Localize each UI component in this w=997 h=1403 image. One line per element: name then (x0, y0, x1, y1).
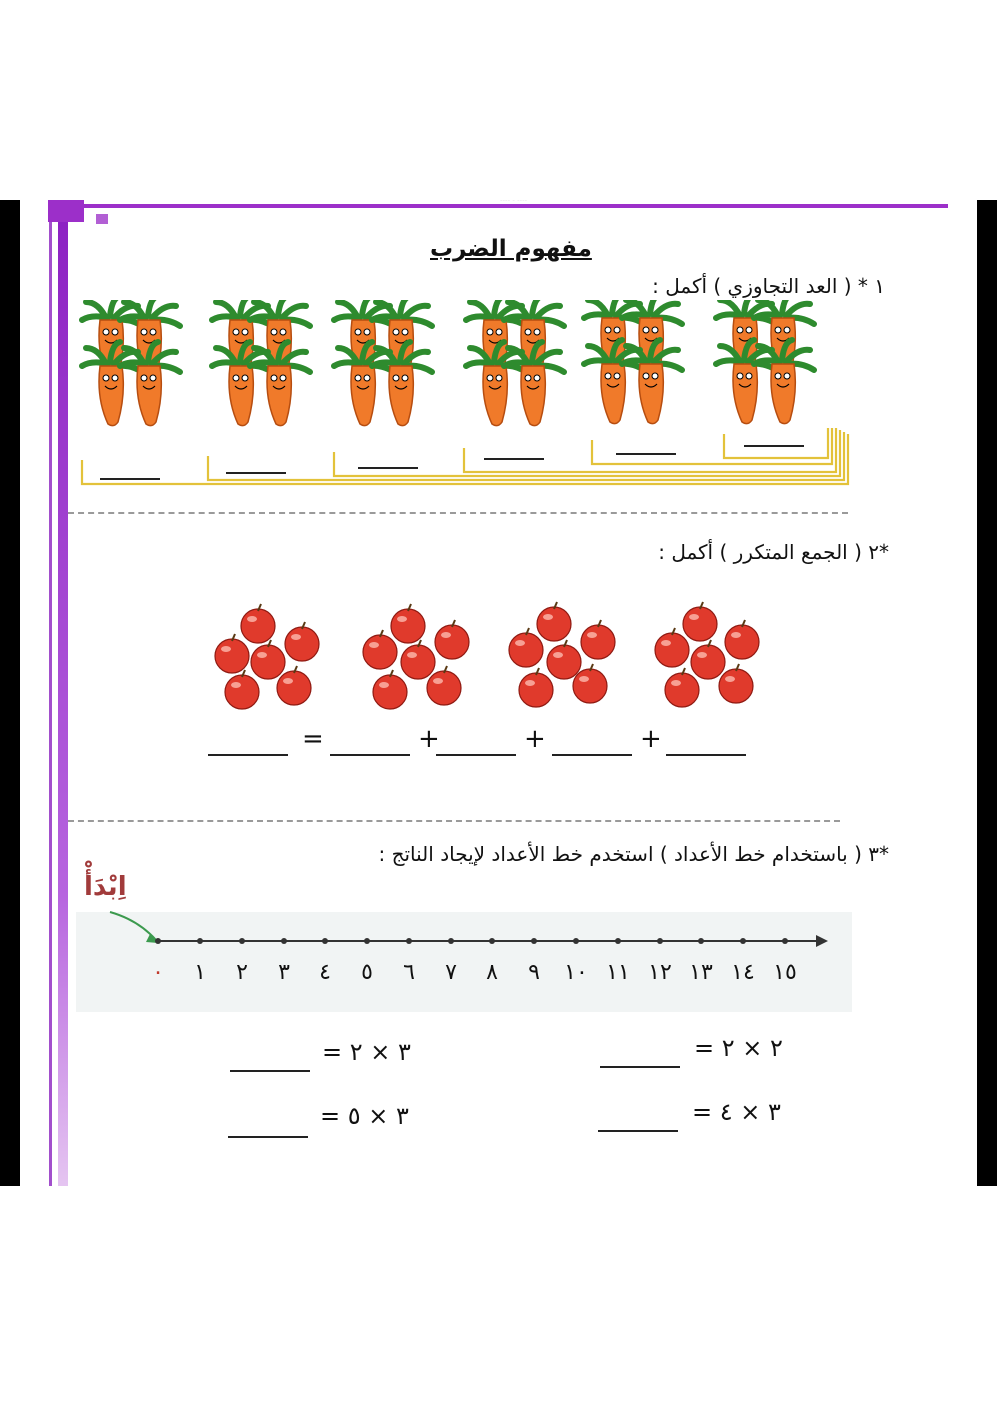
tick-label-2: ٢ (236, 960, 248, 985)
corner-decoration (48, 200, 84, 222)
tick-label-1: ١ (194, 960, 206, 985)
q1-answer-3[interactable] (358, 467, 418, 469)
apple-group-4 (655, 602, 759, 707)
tick-label-15: ١٥ (773, 960, 797, 985)
tick-label-5: ٥ (361, 960, 373, 985)
q1-prompt: ١ * ( العد التجاوزي ) أكمل : (652, 274, 885, 298)
tick-label-3: ٣ (278, 960, 290, 985)
carrot-group-4 (466, 300, 564, 426)
q2-apple-groups (20, 600, 977, 730)
q2-answer-addend-1[interactable] (330, 754, 410, 756)
q2-answer-addend-4[interactable] (666, 754, 746, 756)
carrot-group-1 (82, 300, 180, 426)
q2-plus-sign-2: + (524, 724, 546, 754)
q1-answer-1[interactable] (100, 478, 160, 480)
q1-answer-5[interactable] (616, 453, 676, 455)
corner-small-decoration (96, 214, 108, 224)
tick-label-9: ٩ (528, 960, 540, 985)
q1-answer-4[interactable] (484, 458, 544, 460)
apple-group-3 (509, 602, 615, 707)
tick-label-12: ١٢ (648, 960, 672, 985)
q3-answer-3x2[interactable] (230, 1070, 310, 1072)
q2-answer-total[interactable] (208, 754, 288, 756)
section-divider-1 (68, 512, 848, 514)
q3-equation-3x5-text: ٣ × ٥ = (320, 1102, 409, 1130)
tick-label-14: ١٤ (731, 960, 755, 985)
start-label: اِبْدَأْ (84, 872, 127, 902)
carrot-group-2 (212, 300, 310, 426)
q1-answer-2[interactable] (226, 472, 286, 474)
tick-label-8: ٨ (486, 960, 498, 985)
q2-equals-sign: = (302, 724, 324, 754)
q2-plus-sign-3: + (640, 724, 662, 754)
page-title: مفهوم الضرب (430, 236, 592, 262)
q3-answer-3x4[interactable] (598, 1130, 678, 1132)
tick-label-4: ٤ (319, 960, 331, 985)
q3-equation-2x2 (694, 1034, 783, 1062)
tick-label-10: ١٠ (564, 960, 588, 985)
q3-equation-3x2-text: ٣ × ٢ = (322, 1038, 411, 1066)
q2-plus-sign-1: + (418, 724, 440, 754)
carrot-group-6 (716, 300, 814, 424)
q3-equation-3x4-text: ٣ × ٤ = (692, 1098, 781, 1126)
q1-answer-6[interactable] (744, 445, 804, 447)
carrot-group-5 (584, 300, 682, 424)
worksheet-page (20, 200, 977, 1186)
q2-answer-addend-3[interactable] (552, 754, 632, 756)
header-caption: ---- - ---- (500, 200, 528, 204)
top-purple-rule (48, 204, 948, 208)
section-divider-2 (68, 820, 840, 822)
tick-label-7: ٧ (445, 960, 457, 985)
tick-label-6: ٦ (403, 960, 415, 985)
tick-label-0: ٠ (152, 960, 164, 985)
apple-group-2 (363, 604, 469, 709)
q3-equation-3x4 (692, 1098, 781, 1126)
q3-answer-3x5[interactable] (228, 1136, 308, 1138)
q3-equation-3x5 (320, 1102, 409, 1130)
carrot-group-3 (334, 300, 432, 426)
q3-prompt: *٣ ( باستخدام خط الأعداد ) استخدم خط الأعداد لإيجاد الناتج : (378, 842, 889, 866)
q3-equation-3x2 (322, 1038, 411, 1066)
tick-label-13: ١٣ (689, 960, 713, 985)
left-black-bar (0, 200, 20, 1186)
q2-prompt: *٢ ( الجمع المتكرر ) أكمل : (658, 540, 889, 564)
q3-answer-2x2[interactable] (600, 1066, 680, 1068)
q3-equation-2x2-text: ٢ × ٢ = (694, 1034, 783, 1062)
q1-brackets (82, 428, 848, 484)
apple-group-1 (215, 604, 319, 709)
q2-answer-addend-2[interactable] (436, 754, 516, 756)
right-black-bar (977, 200, 997, 1186)
tick-label-11: ١١ (606, 960, 630, 985)
